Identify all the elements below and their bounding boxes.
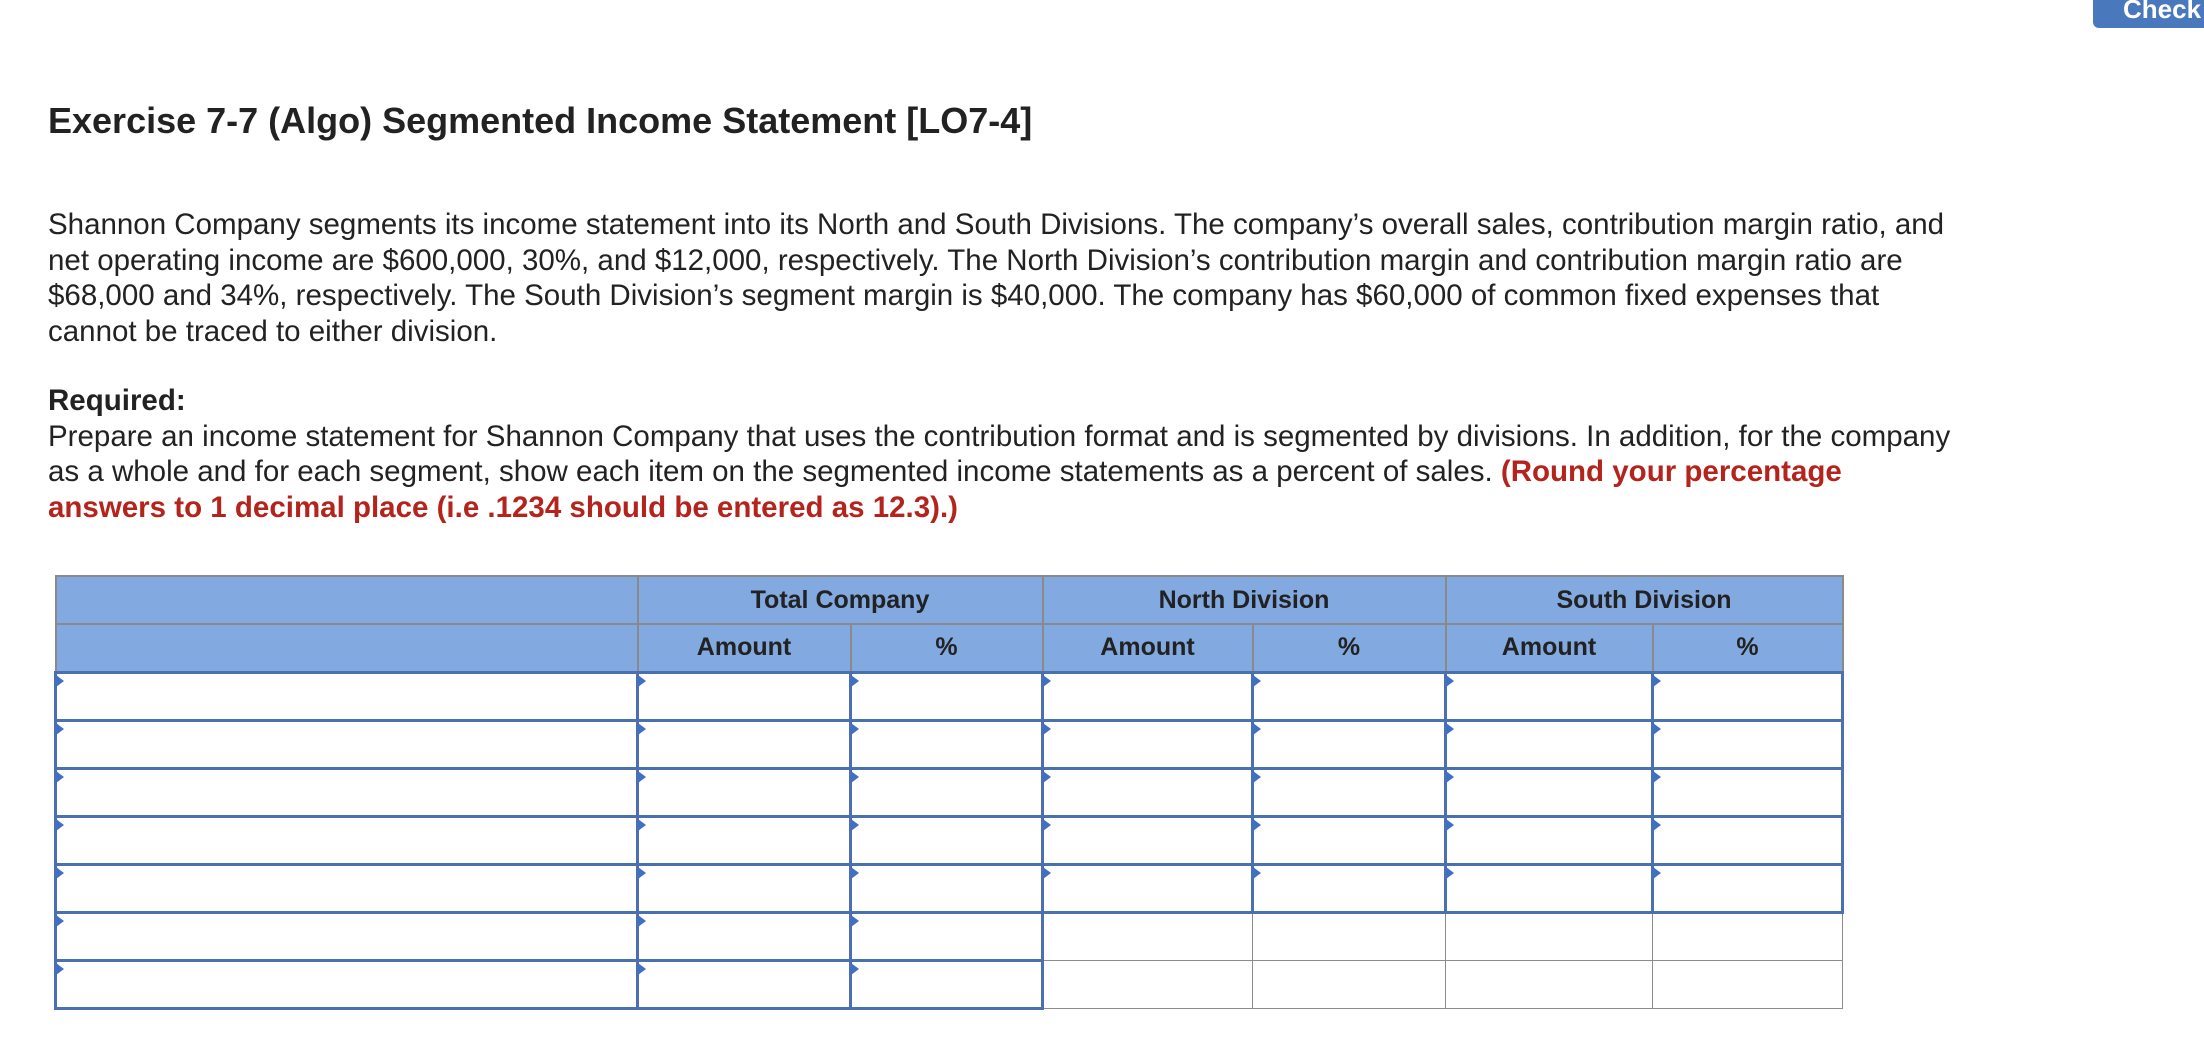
check-button[interactable]: Check [2093, 0, 2204, 28]
north-percent-input[interactable] [1254, 866, 1444, 911]
south-percent-cell[interactable] [1653, 672, 1843, 720]
north-percent-cell[interactable] [1253, 720, 1446, 768]
south-amount-blank-cell [1446, 960, 1653, 1008]
total-percent-cell[interactable] [851, 960, 1043, 1008]
total-amount-input[interactable] [639, 866, 849, 911]
south-percent-input[interactable] [1654, 674, 1841, 719]
total-amount-input[interactable] [639, 914, 849, 959]
total-percent-input[interactable] [852, 674, 1041, 719]
north-percent-input[interactable] [1254, 722, 1444, 767]
line-item-input[interactable] [57, 962, 636, 1007]
south-amount-cell[interactable] [1446, 768, 1653, 816]
south-amount-cell[interactable] [1446, 720, 1653, 768]
north-percent-input[interactable] [1254, 770, 1444, 815]
north-amount-input[interactable] [1044, 674, 1251, 719]
south-percent-blank-cell [1653, 960, 1843, 1008]
north-percent-header: % [1253, 624, 1446, 672]
total-percent-input[interactable] [852, 914, 1041, 959]
north-division-header: North Division [1043, 576, 1446, 624]
line-item-cell[interactable] [56, 768, 638, 816]
total-percent-input[interactable] [852, 818, 1041, 863]
south-percent-input[interactable] [1654, 866, 1841, 911]
table-body [56, 672, 1843, 1008]
total-percent-input[interactable] [852, 770, 1041, 815]
south-percent-input[interactable] [1654, 770, 1841, 815]
south-amount-header: Amount [1446, 624, 1653, 672]
north-percent-blank-cell [1253, 912, 1446, 960]
south-amount-cell[interactable] [1446, 816, 1653, 864]
line-item-cell[interactable] [56, 672, 638, 720]
north-amount-cell[interactable] [1043, 864, 1253, 912]
south-percent-blank-cell [1653, 912, 1843, 960]
total-amount-input[interactable] [639, 818, 849, 863]
table-row [56, 672, 1843, 720]
south-percent-header: % [1653, 624, 1843, 672]
table-row [56, 912, 1843, 960]
table-row [56, 960, 1843, 1008]
total-percent-cell[interactable] [851, 816, 1043, 864]
required-text: Prepare an income statement for Shannon Company that uses the contribution format and is segmented by divisions. In addition, for the company as a whole and for each segment, show each item on the segmented income statements as a percent of sales. [48, 419, 1951, 488]
required-section [48, 383, 1968, 525]
north-percent-cell[interactable] [1253, 768, 1446, 816]
line-item-input[interactable] [57, 866, 636, 911]
line-item-cell[interactable] [56, 864, 638, 912]
segmented-income-statement-table [54, 575, 1844, 1010]
line-item-input[interactable] [57, 914, 636, 959]
table-row [56, 864, 1843, 912]
south-amount-blank-cell [1446, 912, 1653, 960]
north-amount-input[interactable] [1044, 770, 1251, 815]
line-item-subheader [56, 624, 638, 672]
total-amount-cell[interactable] [638, 672, 851, 720]
table-row [56, 720, 1843, 768]
line-item-header [56, 576, 638, 624]
total-percent-input[interactable] [852, 866, 1041, 911]
problem-description: Shannon Company segments its income statement into its North and South Divisions. The company’s overall sales, contribution margin ratio, and net operating income are $600,000, 30%, and $12,000, respectively. The North Division’s contribution margin and contribution margin ratio are $68,000 and 34%, respectively. The South Division’s segment margin is $40,000. The company has $60,000 of common fixed expenses that cannot be traced to either division. [48, 208, 1945, 348]
north-amount-blank-cell [1043, 960, 1253, 1008]
line-item-cell[interactable] [56, 720, 638, 768]
line-item-cell[interactable] [56, 912, 638, 960]
south-amount-input[interactable] [1447, 818, 1651, 863]
total-company-header: Total Company [638, 576, 1043, 624]
total-amount-input[interactable] [639, 962, 849, 1007]
south-amount-input[interactable] [1447, 674, 1651, 719]
required-label: Required: [48, 384, 186, 417]
total-amount-cell[interactable] [638, 816, 851, 864]
south-percent-cell[interactable] [1653, 816, 1843, 864]
north-amount-cell[interactable] [1043, 672, 1253, 720]
north-amount-header: Amount [1043, 624, 1253, 672]
total-amount-cell[interactable] [638, 864, 851, 912]
south-division-header: South Division [1446, 576, 1843, 624]
total-amount-cell[interactable] [638, 720, 851, 768]
total-percent-cell[interactable] [851, 720, 1043, 768]
north-percent-cell[interactable] [1253, 672, 1446, 720]
south-percent-cell[interactable] [1653, 864, 1843, 912]
south-percent-input[interactable] [1654, 722, 1841, 767]
sub-header-row [56, 624, 1843, 672]
south-percent-cell[interactable] [1653, 720, 1843, 768]
north-amount-blank-cell [1043, 912, 1253, 960]
line-item-input[interactable] [57, 674, 636, 719]
north-amount-cell[interactable] [1043, 816, 1253, 864]
north-percent-input[interactable] [1254, 674, 1444, 719]
total-amount-input[interactable] [639, 722, 849, 767]
north-amount-input[interactable] [1044, 866, 1251, 911]
south-percent-input[interactable] [1654, 818, 1841, 863]
north-percent-input[interactable] [1254, 818, 1444, 863]
north-percent-cell[interactable] [1253, 816, 1446, 864]
total-percent-input[interactable] [852, 722, 1041, 767]
south-amount-input[interactable] [1447, 770, 1651, 815]
total-amount-input[interactable] [639, 770, 849, 815]
south-amount-cell[interactable] [1446, 672, 1653, 720]
table-row [56, 768, 1843, 816]
total-percent-input[interactable] [852, 962, 1041, 1007]
rounding-instruction: (Round your percentage answers to 1 decimal place (i.e .1234 should be entered as 12.3).) [48, 455, 1842, 524]
total-amount-cell[interactable] [638, 768, 851, 816]
group-header-row [56, 576, 1843, 624]
total-percent-header: % [851, 624, 1043, 672]
south-amount-input[interactable] [1447, 722, 1651, 767]
total-amount-cell[interactable] [638, 960, 851, 1008]
total-percent-cell[interactable] [851, 672, 1043, 720]
total-percent-cell[interactable] [851, 912, 1043, 960]
line-item-input[interactable] [57, 722, 636, 767]
south-amount-input[interactable] [1447, 866, 1651, 911]
north-amount-cell[interactable] [1043, 768, 1253, 816]
table-row [56, 816, 1843, 864]
north-percent-blank-cell [1253, 960, 1446, 1008]
south-amount-cell[interactable] [1446, 864, 1653, 912]
total-amount-cell[interactable] [638, 912, 851, 960]
north-amount-input[interactable] [1044, 722, 1251, 767]
north-percent-cell[interactable] [1253, 864, 1446, 912]
line-item-cell[interactable] [56, 816, 638, 864]
north-amount-input[interactable] [1044, 818, 1251, 863]
total-percent-cell[interactable] [851, 864, 1043, 912]
total-percent-cell[interactable] [851, 768, 1043, 816]
total-amount-input[interactable] [639, 674, 849, 719]
line-item-input[interactable] [57, 818, 636, 863]
north-amount-cell[interactable] [1043, 720, 1253, 768]
line-item-cell[interactable] [56, 960, 638, 1008]
page-title: Exercise 7-7 (Algo) Segmented Income Statement [LO7-4] [48, 100, 1033, 141]
total-amount-header: Amount [638, 624, 851, 672]
line-item-input[interactable] [57, 770, 636, 815]
south-percent-cell[interactable] [1653, 768, 1843, 816]
